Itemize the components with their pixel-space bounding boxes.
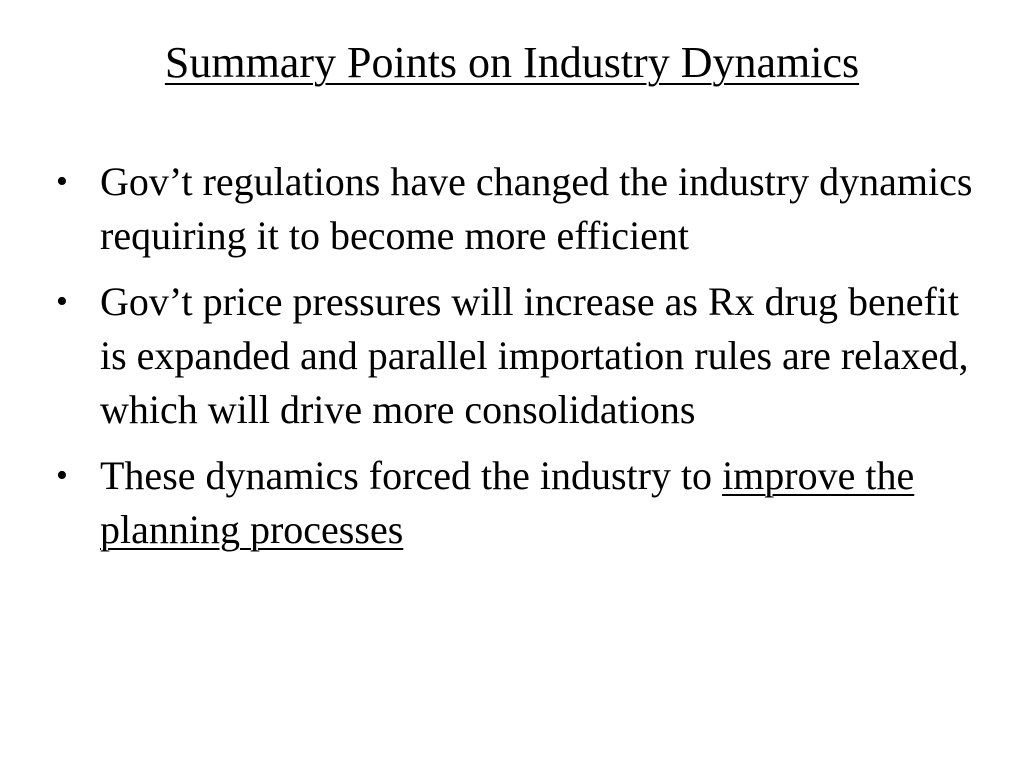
bullet-item-price-pressures <box>56 275 986 437</box>
bullet-item-regulations <box>56 155 986 263</box>
bullet-text: Gov’t regulations have changed the industry dynamics requiring it to become more efficient <box>100 159 973 258</box>
bullet-icon: • <box>56 163 68 200</box>
bullet-text-prefix: These dynamics forced the industry to <box>100 453 723 498</box>
bullet-item-planning <box>56 449 986 557</box>
slide-title: Summary Points on Industry Dynamics <box>164 38 860 87</box>
bullet-list <box>56 155 986 569</box>
bullet-text: Gov’t price pressures will increase as Rx drug benefit is expanded and parallel importation rules are relaxed, which will drive more consolidations <box>100 279 969 432</box>
bullet-text-underlined: improve the planning processes <box>100 453 915 552</box>
bullet-icon: • <box>56 457 68 494</box>
bullet-icon: • <box>56 283 68 320</box>
